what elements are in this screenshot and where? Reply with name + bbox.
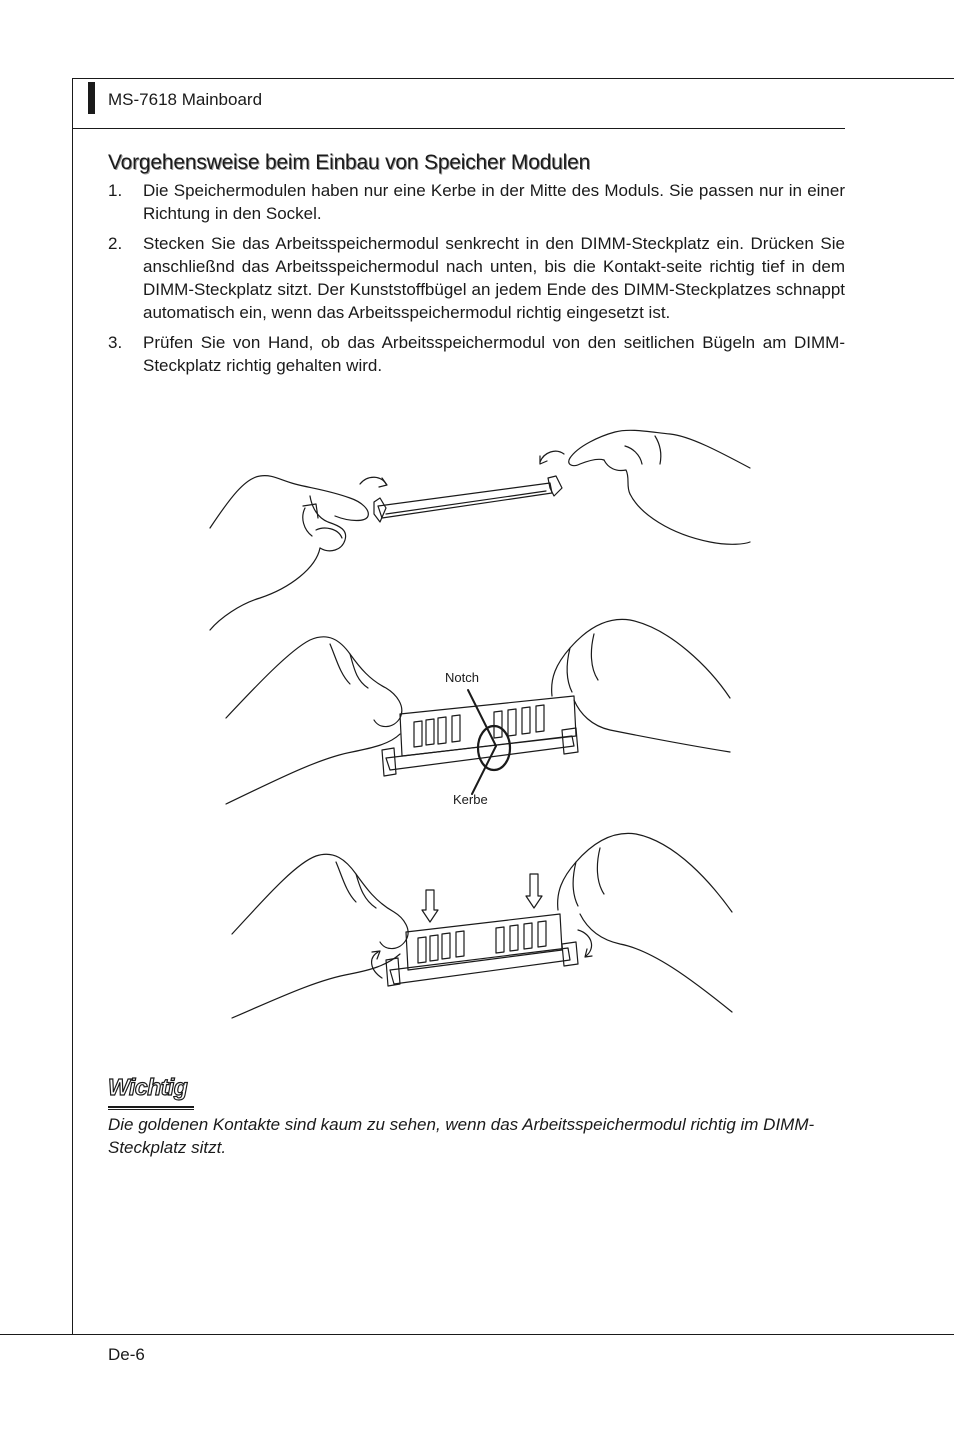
- header-marker-bar: [88, 82, 95, 114]
- step-number: 3.: [108, 332, 123, 352]
- panel-open-clips: [210, 430, 750, 630]
- important-underline: [108, 1106, 194, 1108]
- page-number: De-6: [108, 1345, 145, 1364]
- step-text: Prüfen Sie von Hand, ob das Arbeitsspeichermodul von den seitlichen Bügeln am DIMM-Steckplatz richtig gehalten wird.: [143, 332, 845, 376]
- step-number: 1.: [108, 181, 123, 200]
- step-text: Die Speichermodulen haben nur eine Kerbe in der Mitte des Moduls. Sie passen nur in einer Richtung in den Sockel.: [143, 181, 845, 224]
- step-item: [108, 179, 845, 226]
- step-item: [108, 331, 845, 378]
- important-underline-thin: [108, 1109, 194, 1110]
- step-text: Stecken Sie das Arbeitsspeichermodul senkrecht in den DIMM-Steckplatz ein. Drücken Sie anschließnd das Arbeitsspeichermodul nach unten, bis die Kontakt-seite richtig tief in dem DIMM-Steckplatz sitzt. Der Kunststoffbügel an jedem Ende des DIMM-Steckplatzes schnappt automatisch ein, wenn das Arbeitsspeichermodul richtig eingesetzt ist.: [143, 233, 845, 323]
- label-notch: Notch: [445, 670, 479, 685]
- footer-divider: [0, 1334, 954, 1335]
- section-title: Vorgehensweise beim Einbau von Speicher Modulen: [108, 151, 591, 174]
- important-note: Die goldenen Kontakte sind kaum zu sehen, wenn das Arbeitsspeichermodul richtig im DIMM-Steckplatz sitzt.: [108, 1115, 815, 1157]
- top-border-line: [72, 78, 954, 79]
- label-kerbe: Kerbe: [453, 792, 488, 807]
- installation-steps: [108, 179, 845, 383]
- dimm-installation-illustration: [200, 418, 760, 1028]
- left-border-line: [72, 78, 73, 1335]
- header-divider: [72, 128, 845, 129]
- running-header: MS-7618 Mainboard: [108, 90, 263, 109]
- important-heading: Wichtig: [108, 1074, 188, 1100]
- step-item: [108, 232, 845, 325]
- panel-press-down: [232, 833, 732, 1018]
- panel-align-notch: [226, 619, 730, 807]
- step-number: 2.: [108, 233, 123, 253]
